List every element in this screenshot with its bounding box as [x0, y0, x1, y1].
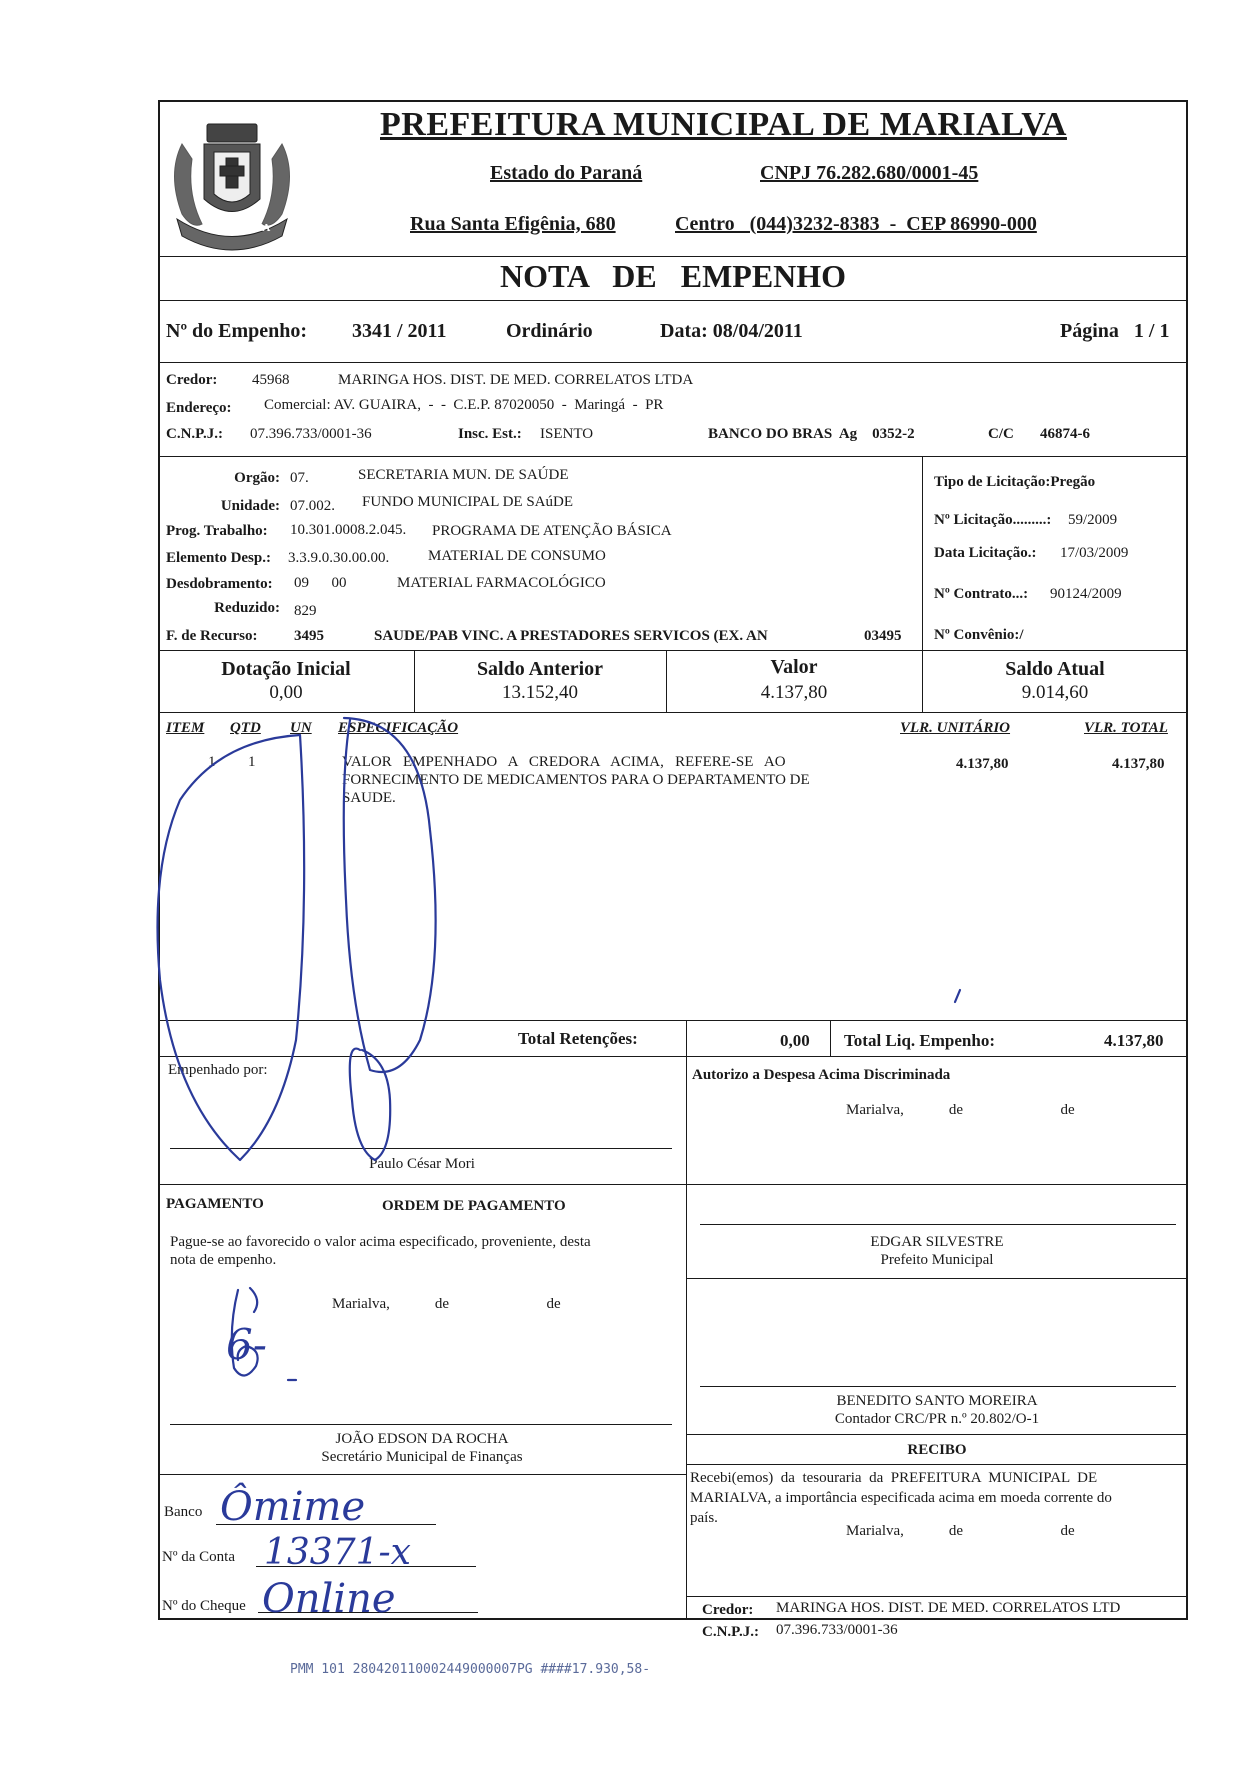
row-spec-line: VALOR EMPENHADO A CREDORA ACIMA, REFERE-SE AO	[342, 754, 786, 770]
licitacao-date: 17/03/2009	[1060, 545, 1129, 561]
elemento-name: MATERIAL DE CONSUMO	[428, 548, 606, 564]
cc-value: 46874-6	[1040, 426, 1090, 442]
orgao-label: Orgão:	[234, 470, 280, 486]
empenho-label: Nº do Empenho:	[166, 320, 308, 342]
pagamento-date-line: Marialva, de de	[332, 1296, 561, 1312]
fonte-name: SAUDE/PAB VINC. A PRESTADORES SERVICOS (EX. AN	[374, 628, 768, 644]
row-unit-value: 4.137,80	[956, 756, 1009, 772]
empenhado-por-label: Empenhado por:	[168, 1062, 268, 1078]
insc-value: ISENTO	[540, 426, 594, 442]
pague-text: nota de empenho.	[170, 1252, 277, 1268]
saldo-anterior-label: Saldo Anterior	[476, 658, 604, 680]
seal-banner-text: MARIALVA	[204, 222, 272, 234]
unidade-name: FUNDO MUNICIPAL DE SAúDE	[362, 494, 573, 510]
dotacao-inicial-value: 0,00	[269, 682, 303, 703]
fonte-label: F. de Recurso:	[166, 628, 258, 644]
dotacao-inicial-label: Dotação Inicial	[221, 658, 351, 680]
col-un: UN	[290, 720, 312, 736]
credor-cnpj: 07.396.733/0001-36	[250, 426, 372, 442]
autorizo-label: Autorizo a Despesa Acima Discriminada	[692, 1067, 951, 1083]
valor-label: Valor	[770, 656, 818, 678]
address: Rua Santa Efigênia, 680	[410, 213, 616, 235]
contador-cargo: Contador CRC/PR n.º 20.802/O-1	[834, 1411, 1040, 1427]
unidade-code: 07.002.	[290, 498, 335, 514]
handwritten-banco: Ômime	[220, 1484, 366, 1530]
handwritten-conta: 13371-x	[264, 1532, 411, 1573]
reduzido-label: Reduzido:	[214, 600, 280, 616]
handwritten-rubrica: 6-	[226, 1320, 267, 1369]
desdobramento-label: Desdobramento:	[166, 576, 273, 592]
reduzido-value: 829	[294, 603, 317, 619]
page-number: Página 1 / 1	[1060, 320, 1170, 342]
contador-name: BENEDITO SANTO MOREIRA	[836, 1393, 1038, 1409]
saldo-anterior-value: 13.152,40	[502, 682, 578, 703]
endereco: Comercial: AV. GUAIRA, - - C.E.P. 87020050 - Maringá - PR	[264, 397, 664, 413]
secretario-name: JOÃO EDSON DA ROCHA	[335, 1431, 509, 1447]
col-valor-total: VLR. TOTAL	[1084, 720, 1168, 736]
licitacao-number: 59/2009	[1068, 512, 1118, 528]
recibo-credor-name: MARINGA HOS. DIST. DE MED. CORRELATOS LTD	[776, 1600, 1121, 1616]
col-qtd: QTD	[230, 720, 261, 736]
prefeito-cargo: Prefeito Municipal	[880, 1252, 994, 1268]
row-item: 1	[208, 754, 216, 770]
bank-agency: BANCO DO BRAS Ag 0352-2	[708, 426, 915, 442]
convenio: Nº Convênio:/	[934, 627, 1024, 643]
saldo-atual-label: Saldo Atual	[1005, 658, 1105, 680]
liquido-label: Total Liq. Empenho:	[844, 1031, 995, 1050]
row-spec-line: SAUDE.	[342, 790, 396, 806]
recibo-cnpj-label: C.N.P.J.:	[702, 1624, 759, 1640]
fonte-number: 03495	[864, 628, 902, 644]
endereco-label: Endereço:	[166, 400, 232, 416]
cheque-label: Nº do Cheque	[162, 1598, 246, 1614]
credor-name: MARINGA HOS. DIST. DE MED. CORRELATOS LTDA	[338, 372, 694, 388]
cnpj-header: CNPJ 76.282.680/0001-45	[760, 162, 979, 184]
elemento-code: 3.3.9.0.30.00.00.	[288, 550, 390, 566]
recibo-title: RECIBO	[907, 1442, 967, 1458]
tipo-licitacao: Tipo de Licitação:Pregão	[934, 474, 1096, 490]
recibo-text: Recebi(emos) da tesouraria da PREFEITURA MUNICIPAL DE	[690, 1470, 1098, 1486]
retencoes-label: Total Retenções:	[518, 1029, 638, 1048]
recibo-cnpj: 07.396.733/0001-36	[776, 1622, 898, 1638]
empenho-date: Data: 08/04/2011	[660, 320, 803, 342]
col-especificacao: ESPECIFICAÇÃO	[338, 720, 459, 736]
pague-text: Pague-se ao favorecido o valor acima especificado, proveniente, desta	[170, 1234, 591, 1250]
elemento-label: Elemento Desp.:	[166, 550, 271, 566]
retencoes-value: 0,00	[780, 1031, 810, 1050]
desdobramento-name: MATERIAL FARMACOLÓGICO	[397, 575, 606, 591]
autorizo-date-line: Marialva, de de	[846, 1102, 1075, 1118]
conta-label: Nº da Conta	[162, 1549, 235, 1565]
state-label: Estado do Paraná	[490, 162, 643, 184]
recibo-credor-label: Credor:	[702, 1602, 754, 1618]
orgao-code: 07.	[290, 470, 309, 486]
banco-label: Banco	[164, 1504, 203, 1520]
credor-label: Credor:	[166, 372, 218, 388]
row-qtd: 1	[248, 754, 256, 770]
prog-code: 10.301.0008.2.045.	[290, 522, 407, 538]
col-valor-unitario: VLR. UNITÁRIO	[900, 720, 1011, 736]
pagamento-label: PAGAMENTO	[166, 1196, 264, 1212]
licitacao-number-label: Nº Licitação.........:	[934, 512, 1052, 528]
footer-code: PMM 101 280420110002449000007PG ####17.930,58-	[290, 1662, 651, 1677]
recibo-date-line: Marialva, de de	[846, 1523, 1075, 1539]
credor-code: 45968	[252, 372, 290, 388]
secretario-cargo: Secretário Municipal de Finanças	[321, 1449, 523, 1465]
prog-name: PROGRAMA DE ATENÇÃO BÁSICA	[432, 523, 672, 539]
prefeito-name: EDGAR SILVESTRE	[870, 1234, 1004, 1250]
col-item: ITEM	[166, 720, 205, 736]
cc-label: C/C	[988, 426, 1014, 442]
empenho-number: 3341 / 2011	[352, 320, 447, 342]
contrato-label: Nº Contrato...:	[934, 586, 1029, 602]
page-title: PREFEITURA MUNICIPAL DE MARIALVA	[380, 106, 1067, 143]
prog-label: Prog. Trabalho:	[166, 523, 268, 539]
empenho-type: Ordinário	[506, 320, 593, 342]
row-spec-line: FORNECIMENTO DE MEDICAMENTOS PARA O DEPARTAMENTO DE	[342, 772, 810, 788]
recibo-text: país.	[690, 1510, 718, 1526]
fonte-code: 3495	[294, 628, 324, 644]
desdobramento-code: 09 00	[294, 575, 347, 591]
empenhador-name: Paulo César Mori	[369, 1156, 475, 1172]
contact-line: Centro (044)3232-8383 - CEP 86990-000	[675, 213, 1037, 235]
insc-label: Insc. Est.:	[458, 426, 522, 442]
row-total-value: 4.137,80	[1112, 756, 1165, 772]
saldo-atual-value: 9.014,60	[1021, 682, 1089, 703]
cnpj-label: C.N.P.J.:	[166, 426, 223, 442]
document-title: NOTA DE EMPENHO	[499, 258, 847, 294]
orgao-name: SECRETARIA MUN. DE SAÚDE	[358, 467, 569, 483]
unidade-label: Unidade:	[220, 498, 280, 514]
recibo-text: MARIALVA, a importância especificada acima em moeda corrente do	[690, 1490, 1112, 1506]
contrato-number: 90124/2009	[1050, 586, 1122, 602]
liquido-value: 4.137,80	[1104, 1031, 1164, 1050]
valor-value: 4.137,80	[760, 682, 828, 703]
ordem-pagamento-label: ORDEM DE PAGAMENTO	[382, 1198, 566, 1214]
handwritten-cheque: Online	[262, 1576, 396, 1622]
licitacao-date-label: Data Licitação.:	[934, 545, 1037, 561]
